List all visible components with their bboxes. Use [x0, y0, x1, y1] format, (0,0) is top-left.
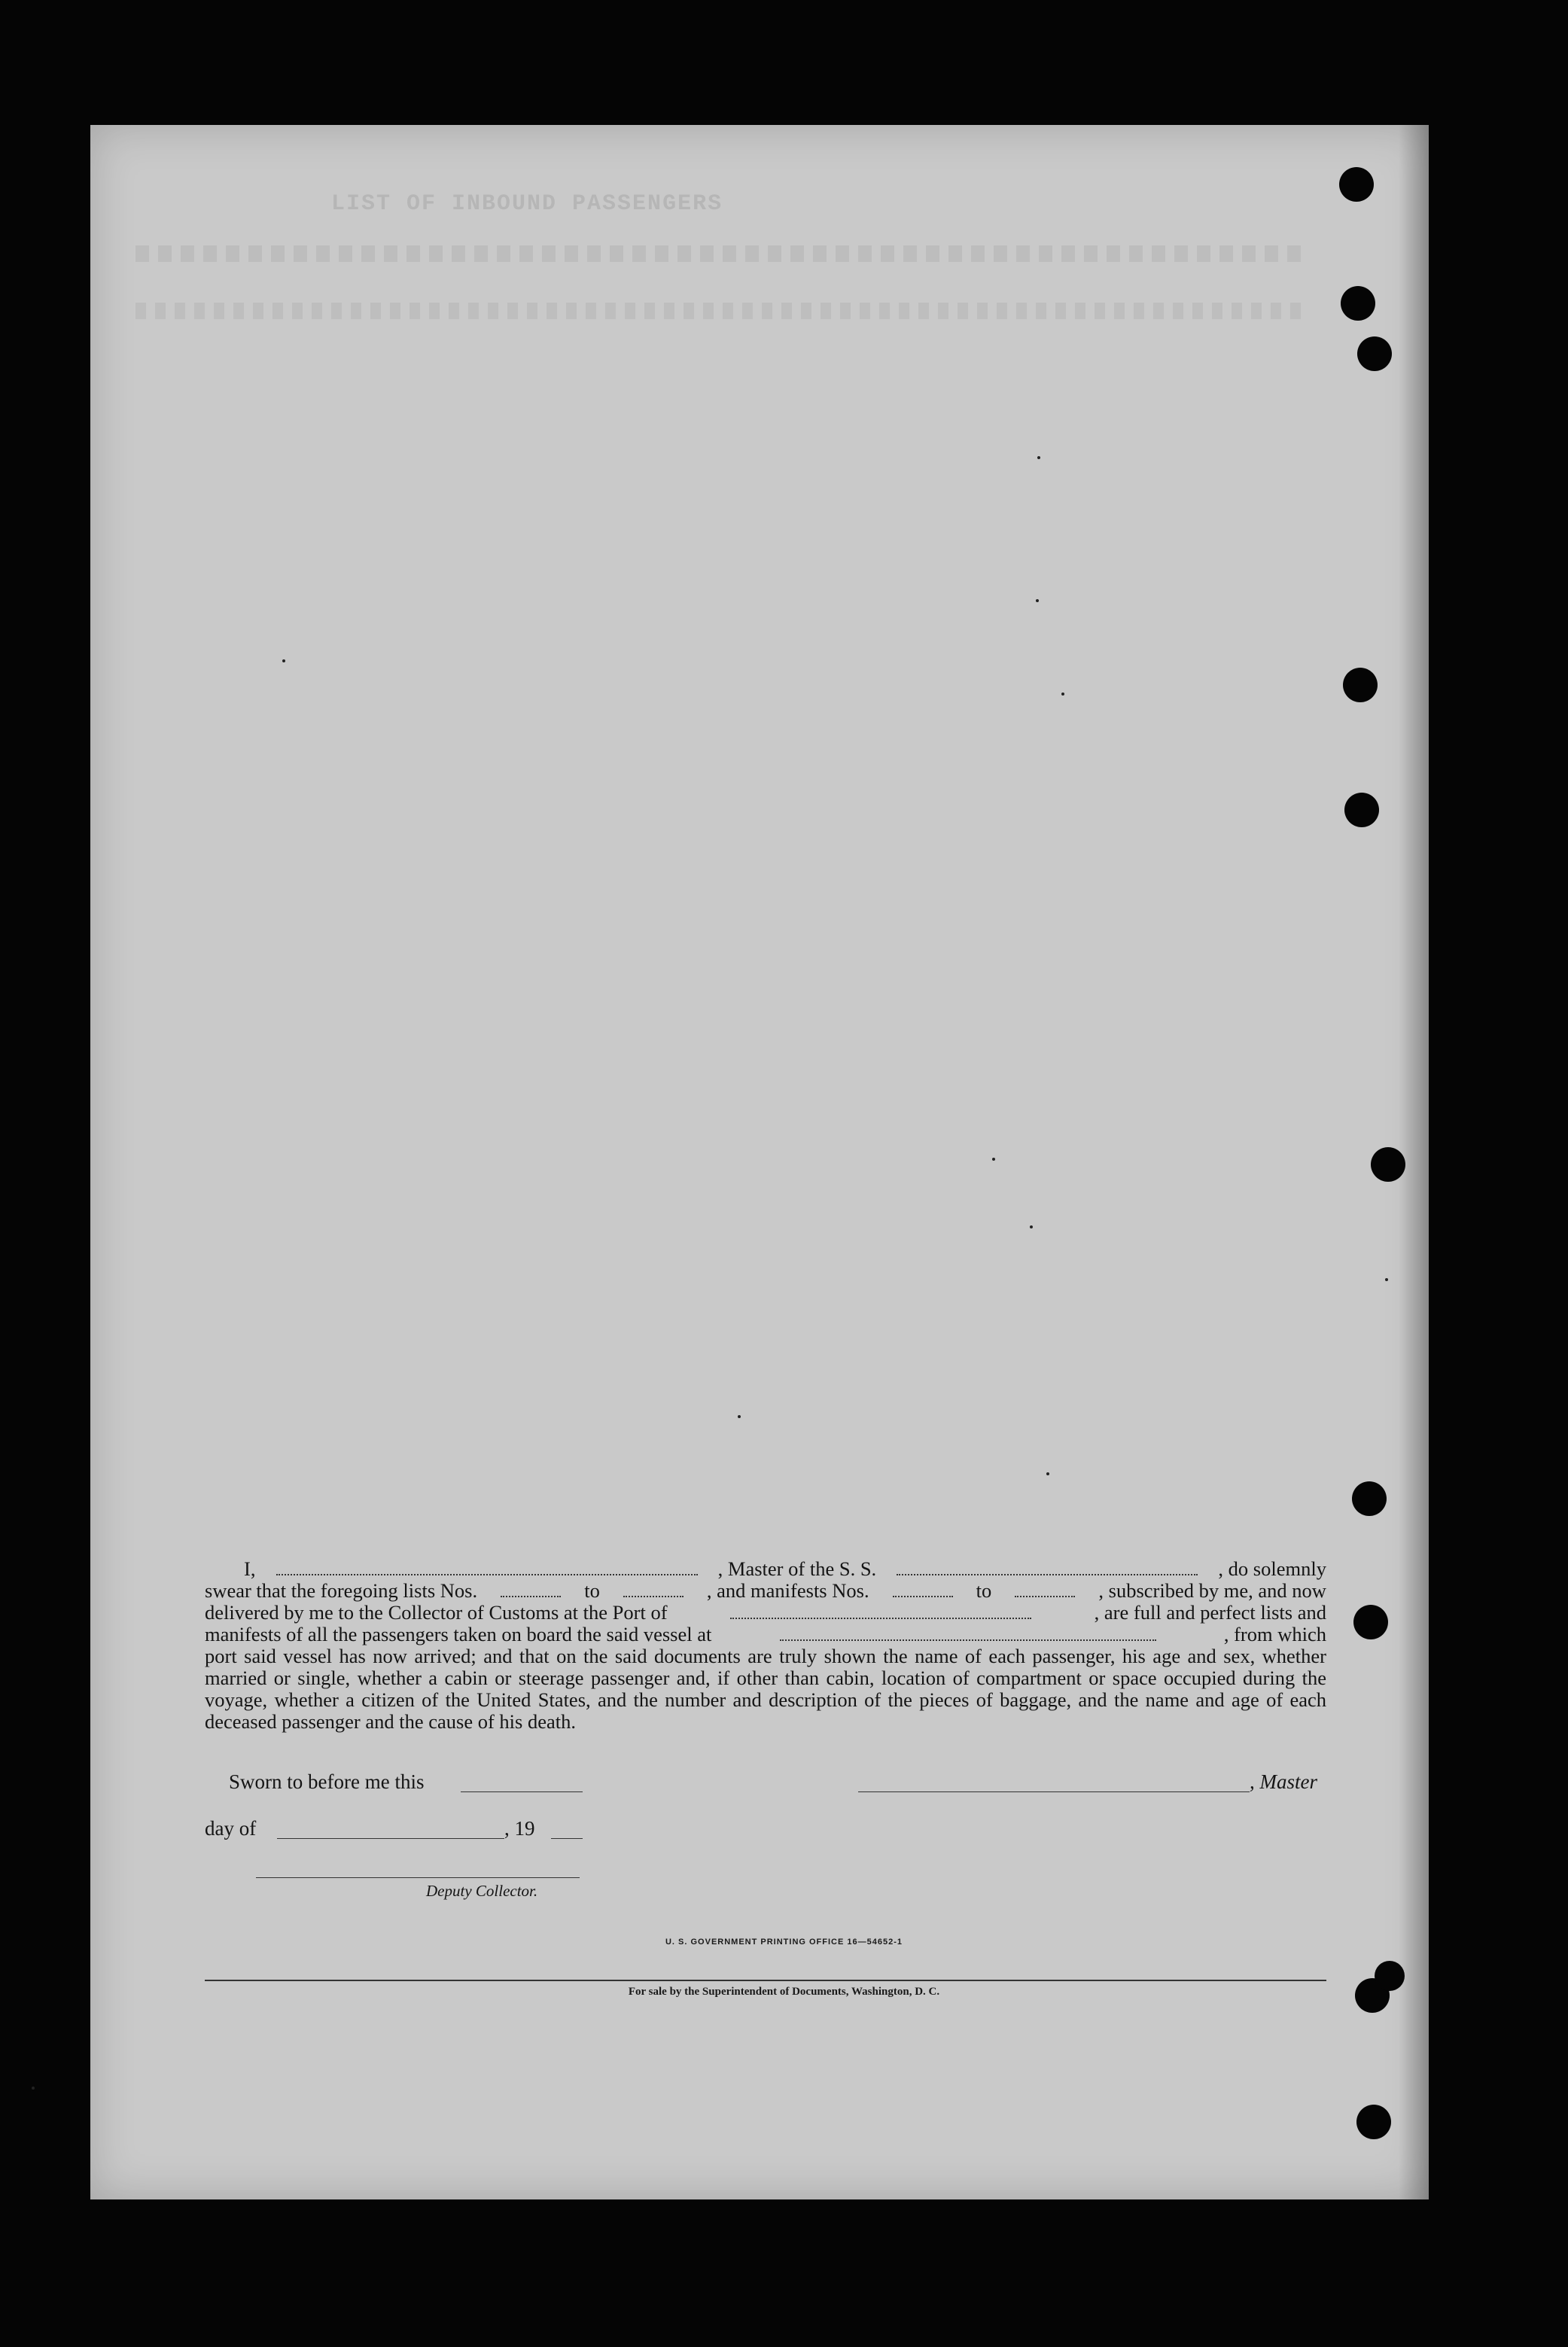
list-from-blank	[501, 1595, 561, 1597]
day-of-line	[277, 1838, 504, 1839]
punch-hole	[1352, 1481, 1387, 1516]
oath-body: port said vessel has now arrived; and that on the said documents are truly shown the name of each passenger, his age and sex, whether married or single, whether a cabin or steerage passenger and, if other than cabin, location of compartment or space occupied during the voyage, whether a citizen of the United States, and the number and description of the pieces of baggage, and the name and age of each deceased passenger and the cause of his death.	[205, 1645, 1326, 1733]
punch-hole	[1357, 336, 1392, 371]
oath-manifests: manifests of all the passengers taken on board the said vessel at	[205, 1623, 712, 1645]
bleed-through-line-1	[135, 245, 1310, 262]
manifest-to-blank	[1015, 1595, 1075, 1597]
speck	[1385, 1278, 1388, 1281]
oath-line-2	[205, 1580, 1326, 1602]
punch-hole	[1353, 1605, 1388, 1639]
punch-hole	[1343, 668, 1378, 702]
deputy-signature-line	[256, 1877, 580, 1878]
deputy-collector-label: Deputy Collector.	[426, 1882, 538, 1900]
form-sheet	[90, 125, 1429, 2199]
manifest-from-blank	[893, 1595, 953, 1597]
speck	[282, 659, 285, 662]
port-blank	[730, 1617, 1031, 1619]
sworn-label: Sworn to before me this	[229, 1770, 425, 1793]
oath-solemnly: , do solemnly	[1218, 1557, 1326, 1580]
list-to-blank	[623, 1595, 684, 1597]
speck	[992, 1158, 995, 1161]
oath-line-3	[205, 1602, 1326, 1624]
oath-master-of: , Master of the S. S.	[717, 1557, 877, 1580]
oath-subscribed: , subscribed by me, and now	[1098, 1579, 1326, 1602]
speck	[738, 1415, 741, 1418]
gpo-imprint: U. S. GOVERNMENT PRINTING OFFICE 16—54652-1	[665, 1938, 903, 1947]
day-of-label: day of	[205, 1817, 257, 1840]
bleed-through-header: LIST OF INBOUND PASSENGERS	[331, 191, 723, 217]
punch-hole	[1356, 2105, 1391, 2139]
punch-hole	[1341, 286, 1375, 321]
oath-line-1	[205, 1558, 1326, 1580]
master-signature-line	[858, 1791, 1250, 1792]
oath-are-full: , are full and perfect lists and	[1094, 1601, 1326, 1624]
oath-to-1: to	[584, 1579, 600, 1602]
master-name-blank	[276, 1573, 698, 1575]
bleed-through-line-2	[135, 303, 1310, 319]
speck	[1036, 599, 1039, 602]
sworn-date-line	[461, 1791, 583, 1792]
oath-to-2: to	[976, 1579, 992, 1602]
ship-name-blank	[897, 1573, 1198, 1575]
oath-delivered: delivered by me to the Collector of Customs at the Port of	[205, 1601, 668, 1624]
embark-port-blank	[780, 1639, 1156, 1641]
oath-swear: swear that the foregoing lists Nos.	[205, 1579, 478, 1602]
oath-from-which: , from which	[1223, 1623, 1326, 1645]
oath-and-manifests: , and manifests Nos.	[706, 1579, 869, 1602]
speck	[1037, 456, 1040, 459]
speck	[32, 2087, 35, 2090]
master-label: , Master	[1250, 1770, 1317, 1793]
speck	[1046, 1472, 1049, 1475]
year-line	[551, 1838, 583, 1839]
master-oath	[205, 1558, 1326, 1733]
punch-hole	[1371, 1147, 1405, 1182]
imprint-rule	[205, 1980, 1326, 1981]
oath-line-4	[205, 1624, 1326, 1645]
speck	[1061, 693, 1064, 696]
oath-lead: I,	[244, 1557, 256, 1580]
punch-hole	[1339, 167, 1374, 202]
speck	[1030, 1225, 1033, 1228]
year-label: , 19	[504, 1817, 535, 1840]
sale-notice: For sale by the Superintendent of Documents, Washington, D. C.	[628, 1986, 940, 1998]
punch-hole	[1344, 793, 1379, 827]
